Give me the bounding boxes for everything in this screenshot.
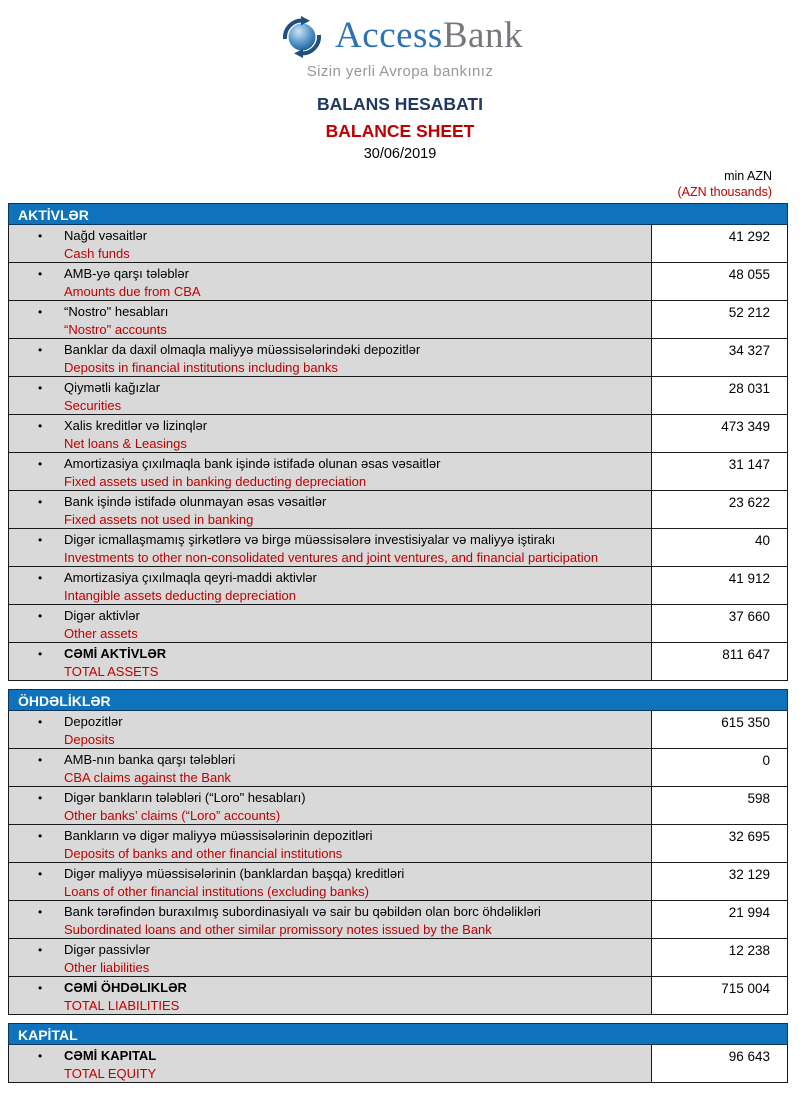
bullet-icon: •: [38, 981, 43, 995]
row-value: 715 004: [652, 977, 787, 1014]
row-texts: [64, 1047, 156, 1082]
table-row: [8, 901, 788, 939]
row-label-en: Loans of other financial institutions (excluding banks): [64, 884, 369, 899]
row-texts: [64, 979, 187, 1014]
row-texts: [64, 713, 123, 748]
table-row: [8, 529, 788, 567]
bullet-icon: •: [38, 267, 43, 281]
row-label-cell: [9, 787, 652, 824]
bullet-icon: •: [38, 305, 43, 319]
table-row: [8, 225, 788, 263]
row-label-cell: [9, 863, 652, 900]
row-label-cell: [9, 491, 652, 528]
bullet-icon: •: [38, 647, 43, 661]
row-label-az: Bank işində istifadə olunmayan əsas vəsaitlər: [64, 494, 327, 509]
row-label-az: Amortizasiya çıxılmaqla qeyri-maddi aktivlər: [64, 570, 317, 585]
table-row: [8, 939, 788, 977]
row-label-cell: [9, 749, 652, 786]
row-texts: [64, 789, 306, 824]
row-label-az: CƏMİ AKTİVLƏR: [64, 646, 167, 661]
bullet-icon: •: [38, 1049, 43, 1063]
row-label-az: Xalis kreditlər və lizinqlər: [64, 418, 208, 433]
row-value: 12 238: [652, 939, 787, 976]
document-header: [0, 0, 800, 200]
row-value: 31 147: [652, 453, 787, 490]
row-label-en: Deposits: [64, 732, 115, 747]
bullet-icon: •: [38, 867, 43, 881]
section-aktivler: [8, 203, 788, 681]
row-value: 28 031: [652, 377, 787, 414]
logo-access: Access: [335, 15, 443, 56]
bullet-icon: •: [38, 791, 43, 805]
row-label-en: Other assets: [64, 626, 138, 641]
table-row: [8, 453, 788, 491]
bullet-icon: •: [38, 609, 43, 623]
row-texts: [64, 493, 326, 528]
row-label-en: Fixed assets used in banking deducting depreciation: [64, 474, 367, 489]
row-texts: [64, 455, 440, 490]
table-row: [8, 787, 788, 825]
globe-icon: [277, 11, 327, 61]
unit-labels: [0, 168, 772, 200]
section-kapital: [8, 1023, 788, 1083]
table-row: [8, 1045, 788, 1083]
row-texts: [64, 379, 160, 414]
row-label-en: Deposits of banks and other financial institutions: [64, 846, 343, 861]
bullet-icon: •: [38, 419, 43, 433]
row-texts: [64, 645, 166, 680]
row-label-en: Deposits in financial institutions including banks: [64, 360, 338, 375]
row-texts: [64, 227, 147, 262]
row-label-en: Cash funds: [64, 246, 130, 261]
row-label-az: CƏMİ ÖHDƏLIKLƏR: [64, 980, 187, 995]
table-row: [8, 491, 788, 529]
bullet-icon: •: [38, 943, 43, 957]
row-label-cell: [9, 977, 652, 1014]
row-value: 32 129: [652, 863, 787, 900]
row-value: 0: [652, 749, 787, 786]
bullet-icon: •: [38, 829, 43, 843]
unit-label-en: (AZN thousands): [677, 185, 772, 199]
bullet-icon: •: [38, 457, 43, 471]
table-row: [8, 377, 788, 415]
row-label-en: Amounts due from CBA: [64, 284, 201, 299]
row-texts: [64, 903, 541, 938]
table-row: [8, 567, 788, 605]
row-label-az: Amortizasiya çıxılmaqla bank işində istifadə olunan əsas vəsaitlər: [64, 456, 441, 471]
row-label-az: Digər maliyyə müəssisələrinin (banklardan başqa) kreditləri: [64, 866, 405, 881]
row-texts: [64, 941, 150, 976]
row-value: 40: [652, 529, 787, 566]
row-label-cell: [9, 1045, 652, 1082]
logo-tagline: Sizin yerli Avropa bankınız: [306, 63, 494, 80]
row-label-az: Nağd vəsaitlər: [64, 228, 148, 243]
logo-text: [335, 12, 523, 60]
row-texts: [64, 607, 140, 642]
bullet-icon: •: [38, 571, 43, 585]
row-value: 615 350: [652, 711, 787, 748]
row-label-az: Digər aktivlər: [64, 608, 140, 623]
row-label-en: TOTAL ASSETS: [64, 664, 159, 679]
bullet-icon: •: [38, 495, 43, 509]
row-value: 41 292: [652, 225, 787, 262]
report-date: 30/06/2019: [363, 146, 437, 162]
row-label-en: CBA claims against the Bank: [64, 770, 231, 785]
row-label-en: Fixed assets not used in banking: [64, 512, 254, 527]
row-texts: [64, 341, 420, 376]
row-label-cell: [9, 567, 652, 604]
row-texts: [64, 303, 168, 338]
row-label-az: Qiymətli kağızlar: [64, 380, 161, 395]
balance-sheet-tables: [8, 203, 788, 1083]
row-label-en: Investments to other non-consolidated ventures and joint ventures, and financial participation: [64, 550, 599, 565]
row-value: 41 912: [652, 567, 787, 604]
row-label-az: CƏMİ KAPITAL: [64, 1048, 157, 1063]
unit-label-az: min AZN: [724, 169, 772, 183]
table-row: [8, 711, 788, 749]
row-label-cell: [9, 825, 652, 862]
row-label-cell: [9, 711, 652, 748]
row-label-cell: [9, 225, 652, 262]
row-label-cell: [9, 529, 652, 566]
table-row: [8, 863, 788, 901]
row-label-az: Digər bankların tələbləri (“Loro" hesabları): [64, 790, 306, 805]
row-label-az: Digər passivlər: [64, 942, 150, 957]
row-label-cell: [9, 339, 652, 376]
logo-bank: Bank: [442, 15, 523, 56]
row-texts: [64, 417, 207, 452]
table-row: [8, 263, 788, 301]
row-label-en: Intangible assets deducting depreciation: [64, 588, 296, 603]
row-label-en: Subordinated loans and other similar promissory notes issued by the Bank: [64, 922, 492, 937]
row-texts: [64, 531, 598, 566]
row-label-cell: [9, 643, 652, 680]
row-value: 23 622: [652, 491, 787, 528]
row-label-cell: [9, 605, 652, 642]
bullet-icon: •: [38, 715, 43, 729]
section-ohdelikler: [8, 689, 788, 1015]
bullet-icon: •: [38, 229, 43, 243]
row-value: 811 647: [652, 643, 787, 680]
table-row: [8, 977, 788, 1015]
section-header-kapital: KAPİTAL: [8, 1023, 788, 1045]
bullet-icon: •: [38, 905, 43, 919]
table-row: [8, 605, 788, 643]
accessbank-logo: [0, 10, 800, 62]
table-row: [8, 749, 788, 787]
table-row: [8, 415, 788, 453]
row-label-az: Depozitlər: [64, 714, 123, 729]
row-label-cell: [9, 453, 652, 490]
row-label-cell: [9, 939, 652, 976]
row-texts: [64, 865, 404, 900]
row-label-cell: [9, 301, 652, 338]
row-label-cell: [9, 377, 652, 414]
row-label-en: Net loans & Leasings: [64, 436, 187, 451]
row-label-en: TOTAL EQUITY: [64, 1066, 157, 1081]
row-value: 96 643: [652, 1045, 787, 1082]
table-row: [8, 643, 788, 681]
row-label-en: “Nostro" accounts: [64, 322, 167, 337]
row-label-az: Digər icmallaşmamış şirkətlərə və birgə müəssisələrə investisiyalar və maliyyə iştirakı: [64, 532, 556, 547]
row-label-en: Securities: [64, 398, 122, 413]
row-value: 21 994: [652, 901, 787, 938]
row-label-cell: [9, 415, 652, 452]
row-value: 34 327: [652, 339, 787, 376]
row-texts: [64, 751, 235, 786]
section-header-ohdelikler: ÖHDƏLİKLƏR: [8, 689, 788, 711]
row-label-az: Banklar da daxil olmaqla maliyyə müəssisələrindəki depozitlər: [64, 342, 421, 357]
row-label-az: AMB-nın banka qarşı tələbləri: [64, 752, 236, 767]
row-label-az: “Nostro" hesabları: [64, 304, 169, 319]
row-label-cell: [9, 901, 652, 938]
table-row: [8, 339, 788, 377]
bullet-icon: •: [38, 381, 43, 395]
table-row: [8, 825, 788, 863]
row-value: 32 695: [652, 825, 787, 862]
bullet-icon: •: [38, 343, 43, 357]
row-label-cell: [9, 263, 652, 300]
logo-wordmark: [335, 12, 523, 60]
bullet-icon: •: [38, 533, 43, 547]
row-label-az: Bank tərəfindən buraxılmış subordinasiyalı və sair bu qəbildən olan borc öhdəlikləri: [64, 904, 541, 919]
row-value: 37 660: [652, 605, 787, 642]
row-value: 52 212: [652, 301, 787, 338]
report-title-en: BALANCE SHEET: [325, 121, 475, 141]
table-row: [8, 301, 788, 339]
report-title-az: BALANS HESABATI: [317, 94, 483, 114]
row-texts: [64, 569, 317, 604]
row-value: 598: [652, 787, 787, 824]
row-label-en: Other liabilities: [64, 960, 150, 975]
row-label-en: Other banks’ claims (“Loro” accounts): [64, 808, 281, 823]
row-label-en: TOTAL LIABILITIES: [64, 998, 180, 1013]
row-label-az: Bankların və digər maliyyə müəssisələrinin depozitləri: [64, 828, 373, 843]
row-texts: [64, 265, 201, 300]
row-value: 48 055: [652, 263, 787, 300]
bullet-icon: •: [38, 753, 43, 767]
row-texts: [64, 827, 373, 862]
row-value: 473 349: [652, 415, 787, 452]
row-label-az: AMB-yə qarşı tələblər: [64, 266, 189, 281]
section-header-aktivler: AKTİVLƏR: [8, 203, 788, 225]
